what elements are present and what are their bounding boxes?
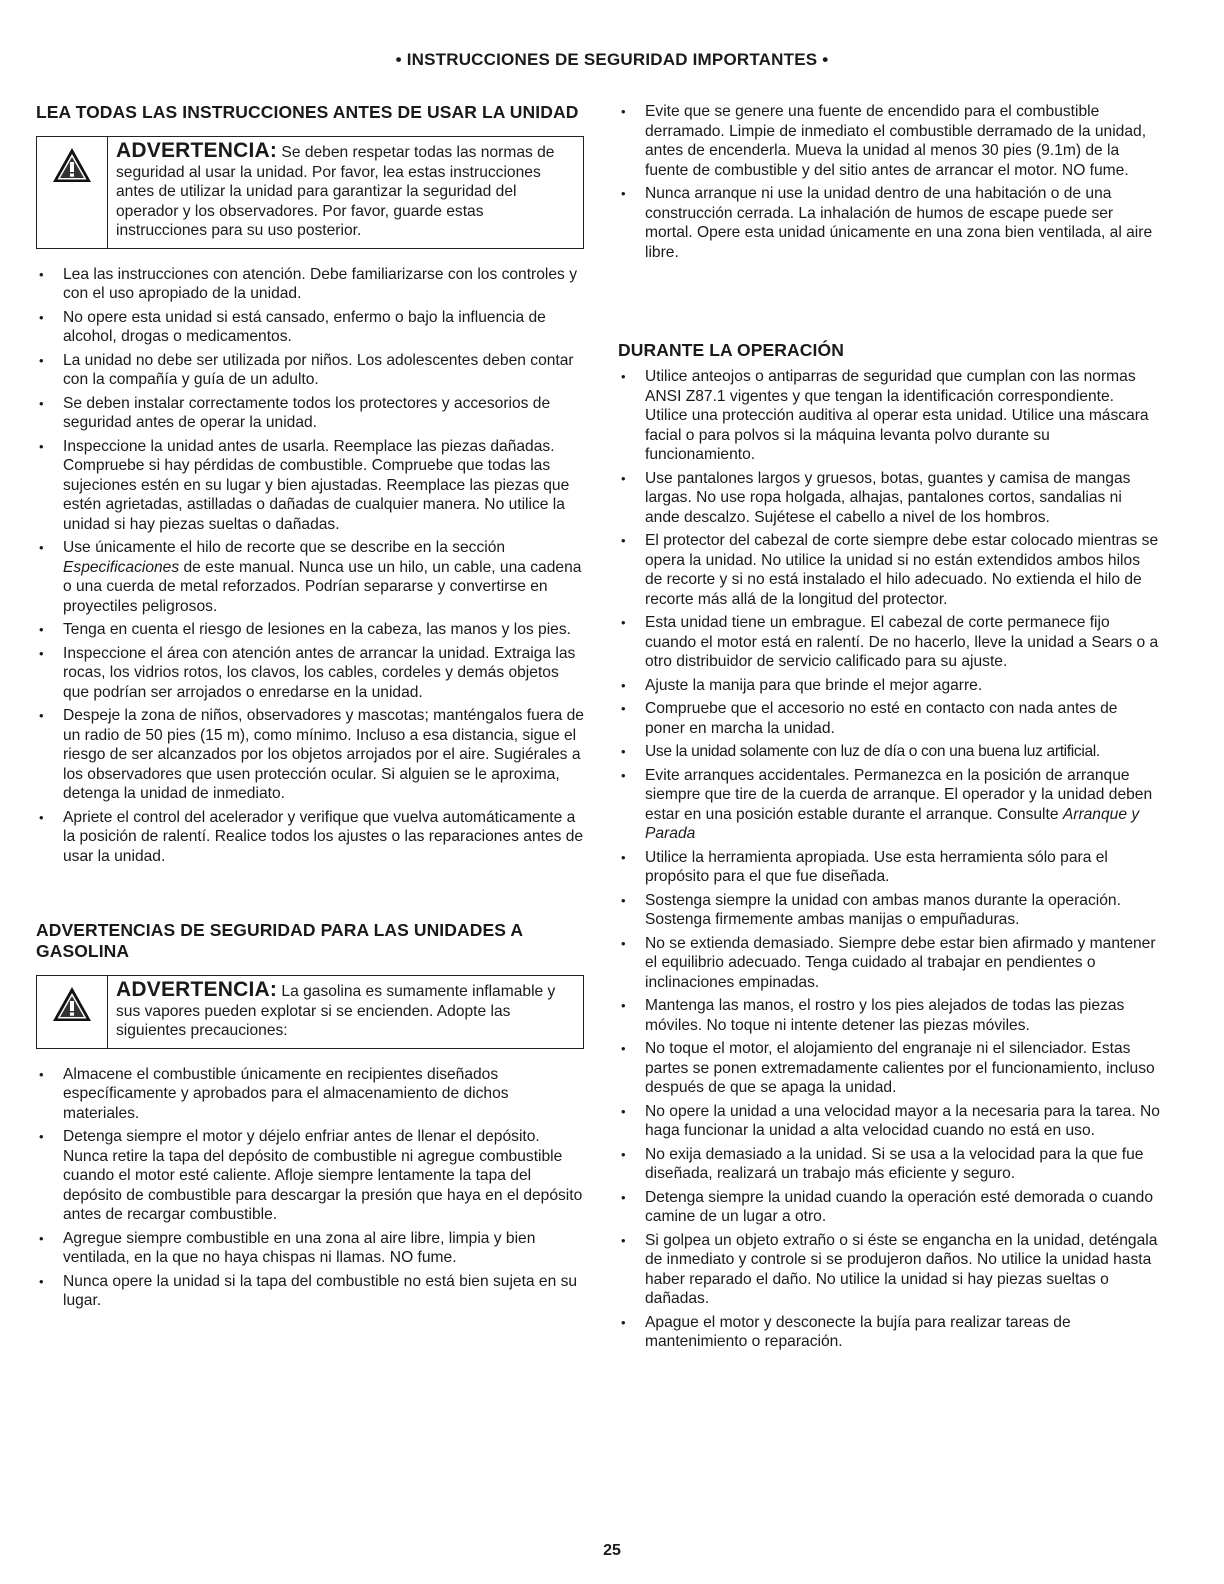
list-item: • Inspeccione el área con atención antes de arrancar la unidad. Extraiga las rocas, los vidrios rotos, los clavos, los cables, cordeles y demás objetos que podrían ser arrojados o enredarse en la unidad. — [36, 644, 584, 703]
section-heading-during-operation: DURANTE LA OPERACIÓN — [618, 340, 844, 360]
list-item: • Utilice la herramienta apropiada. Use esta herramienta sólo para el propósito para el que fue diseñada. — [618, 848, 1160, 887]
list-item: • No opere esta unidad si está cansado, enfermo o bajo la influencia de alcohol, drogas o medicamentos. — [36, 308, 584, 347]
warning-title: ADVERTENCIA: — [116, 139, 278, 162]
warning-body: La gasolina es sumamente inflamable y sus vapores pueden explotar si se encienden. Adopte las siguientes precauciones: — [116, 983, 556, 1039]
warning-icon-cell — [37, 976, 108, 1048]
list-item: • Ajuste la manija para que brinde el mejor agarre. — [618, 676, 1160, 696]
list-item: • Mantenga las manos, el rostro y los pies alejados de todas las piezas móviles. No toque ni intente detener las piezas móviles. — [618, 996, 1160, 1035]
section-heading-gasoline-units: ADVERTENCIAS DE SEGURIDAD PARA LAS UNIDADES A GASOLINA — [36, 920, 523, 961]
list-item: • No opere la unidad a una velocidad mayor a la necesaria para la tarea. No haga funcionar la unidad a alta velocidad cuando no está en uso. — [618, 1102, 1160, 1141]
page-number: 25 — [603, 1542, 621, 1559]
list-item-text: de este manual. Nunca use un hilo, un cable, una cadena o una cuerda de metal reforzados. Podrían separarse y convertirse en proyectiles peligrosos. — [63, 558, 582, 615]
bullet-list-gasoline-continued — [618, 102, 1160, 262]
list-item: • Detenga siempre la unidad cuando la operación esté demorada o cuando camine de un lugar a otro. — [618, 1188, 1160, 1227]
warning-title: ADVERTENCIA: — [116, 978, 278, 1001]
specifications-reference: Especificaciones — [63, 558, 180, 576]
list-item: • No exija demasiado a la unidad. Si se usa a la velocidad para la que fue diseñada, realizará un trabajo más eficiente y seguro. — [618, 1145, 1160, 1184]
list-item: • Almacene el combustible únicamente en recipientes diseñados específicamente y aprobados para el almacenamiento de dichos materiales. — [36, 1065, 584, 1124]
list-item: • El protector del cabezal de corte siempre debe estar colocado mientras se opera la unidad. No utilice la unidad si no están extendidos ambos hilos de recorte y si no está instalado el hilo adecuado. No extienda el hilo de recorte más allá de la longitud del protector. — [618, 531, 1160, 609]
list-item: • Despeje la zona de niños, observadores y mascotas; manténgalos fuera de un radio de 50 pies (15 m), como mínimo. Incluso a esa distancia, sigue el riesgo de ser alcanzados por los objetos arrojados por el aire. Sugiérales a los observadores que usen protección ocular. Si alguien se le aproxima, detenga la unidad de inmediato. — [36, 706, 584, 804]
list-item: • Nunca arranque ni use la unidad dentro de una habitación o de una construcción cerrada. La inhalación de humos de escape puede ser mortal. Opere esta unidad únicamente en una zona bien ventilada, al aire libre. — [618, 184, 1160, 262]
left-column — [36, 102, 584, 1315]
list-item: • Inspeccione la unidad antes de usarla. Reemplace las piezas dañadas. Compruebe si hay pérdidas de combustible. Compruebe que todas las sujeciones estén en su lugar y bien ajustadas. Reemplace las piezas que estén agrietadas, astilladas o dañadas de cualquier manera. No utilice la unidad si hay piezas sueltas o dañadas. — [36, 437, 584, 535]
list-item: • Use pantalones largos y gruesos, botas, guantes y camisa de mangas largas. No use ropa holgada, alhajas, pantalones cortos, sandalias ni ande descalzo. Sujétese el cabello a nivel de los hombros. — [618, 469, 1160, 528]
list-item — [618, 766, 1160, 844]
list-item: • Detenga siempre el motor y déjelo enfriar antes de llenar el depósito. Nunca retire la tapa del depósito de combustible ni agregue combustible cuando el motor esté caliente. Afloje siempre lentamente la tapa del depósito de combustible para descargar la presión que haya en el depósito antes de recargar combustible. — [36, 1127, 584, 1225]
list-item: • La unidad no debe ser utilizada por niños. Los adolescentes deben contar con la compañía y guía de un adulto. — [36, 351, 584, 390]
warning-icon-cell — [37, 137, 108, 248]
warning-text — [108, 976, 583, 1048]
list-item: • Si golpea un objeto extraño o si éste se engancha en la unidad, deténgala de inmediato y controle si se produjeron daños. No utilice la unidad hasta haber reparado el daño. No utilice la unidad si hay piezas sueltas o dañadas. — [618, 1231, 1160, 1309]
list-item: • Se deben instalar correctamente todos los protectores y accesorios de seguridad antes de operar la unidad. — [36, 394, 584, 433]
list-item: • Nunca opere la unidad si la tapa del combustible no está bien sujeta en su lugar. — [36, 1272, 584, 1311]
bullet-list-operation — [618, 367, 1160, 1352]
bullet-list-gasoline — [36, 1065, 584, 1311]
warning-box-gasoline — [36, 975, 584, 1049]
section-heading-read-instructions: LEA TODAS LAS INSTRUCCIONES ANTES DE USAR LA UNIDAD — [36, 102, 579, 122]
list-item — [36, 538, 584, 616]
list-item: • Compruebe que el accesorio no esté en contacto con nada antes de poner en marcha la unidad. — [618, 699, 1160, 738]
warning-box-general — [36, 136, 584, 249]
list-item: • Apague el motor y desconecte la bujía para realizar tareas de mantenimiento o reparación. — [618, 1313, 1160, 1352]
list-item: • Evite que se genere una fuente de encendido para el combustible derramado. Limpie de inmediato el combustible derramado de la unidad, antes de encenderla. Mueva la unidad al menos 30 pies (9.1m) de la fuente de combustible y del sitio antes de arrancar el motor. NO fume. — [618, 102, 1160, 180]
list-item: • Apriete el control del acelerador y verifique que vuelva automáticamente a la posición de ralentí. Realice todos los ajustes o las reparaciones antes de usar la unidad. — [36, 808, 584, 867]
list-item-text: Evite arranques accidentales. Permanezca en la posición de arranque siempre que tire de la cuerda de arranque. El operador y la unidad deben estar en una posición estable durante el arranque. Consulte — [645, 766, 1153, 823]
list-item: • No toque el motor, el alojamiento del engranaje ni el silenciador. Estas partes se ponen extremadamente calientes por el funcionamiento, incluso después de que se apaga la unidad. — [618, 1039, 1160, 1098]
warning-triangle-icon — [52, 147, 92, 183]
list-item: • Esta unidad tiene un embrague. El cabezal de corte permanece fijo cuando el motor está en ralentí. De no hacerlo, lleve la unidad a Sears o a otro distribuidor de servicio calificado para su ajuste. — [618, 613, 1160, 672]
warning-text — [108, 137, 583, 248]
warning-triangle-icon — [52, 986, 92, 1022]
list-item: • Sostenga siempre la unidad con ambas manos durante la operación. Sostenga firmemente ambas manijas o empuñaduras. — [618, 891, 1160, 930]
list-item: • Lea las instrucciones con atención. Debe familiarizarse con los controles y con el uso apropiado de la unidad. — [36, 265, 584, 304]
list-item: • No se extienda demasiado. Siempre debe estar bien afirmado y mantener el equilibrio adecuado. Tenga cuidado al trabajar en pendientes o inclinaciones empinadas. — [618, 934, 1160, 993]
warning-body: Se deben respetar todas las normas de seguridad al usar la unidad. Por favor, lea estas instrucciones antes de utilizar la unidad para garantizar la seguridad del operador y los observadores. Por favor, guarde estas instrucciones para su uso posterior. — [116, 144, 555, 239]
start-stop-reference: Arranque y Parada — [645, 805, 1140, 842]
list-item: • Utilice anteojos o antiparras de seguridad que cumplan con las normas ANSI Z87.1 vigentes y que tengan la identificación correspondiente. Utilice una protección auditiva al operar esta unidad. Utilice una máscara facial o para polvos si la máquina levanta polvo durante su funcionamiento. — [618, 367, 1160, 465]
right-column — [618, 102, 1160, 1356]
bullet-list-general — [36, 265, 584, 867]
list-item: • Use la unidad solamente con luz de día o con una buena luz artificial. — [618, 742, 1160, 762]
list-item: • Agregue siempre combustible en una zona al aire libre, limpia y bien ventilada, en la que no haya chispas ni llamas. NO fume. — [36, 1229, 584, 1268]
page-header: • INSTRUCCIONES DE SEGURIDAD IMPORTANTES • — [395, 50, 829, 69]
list-item-text: Use únicamente el hilo de recorte que se describe en la sección — [63, 539, 506, 556]
list-item: • Tenga en cuenta el riesgo de lesiones en la cabeza, las manos y los pies. — [36, 620, 584, 640]
